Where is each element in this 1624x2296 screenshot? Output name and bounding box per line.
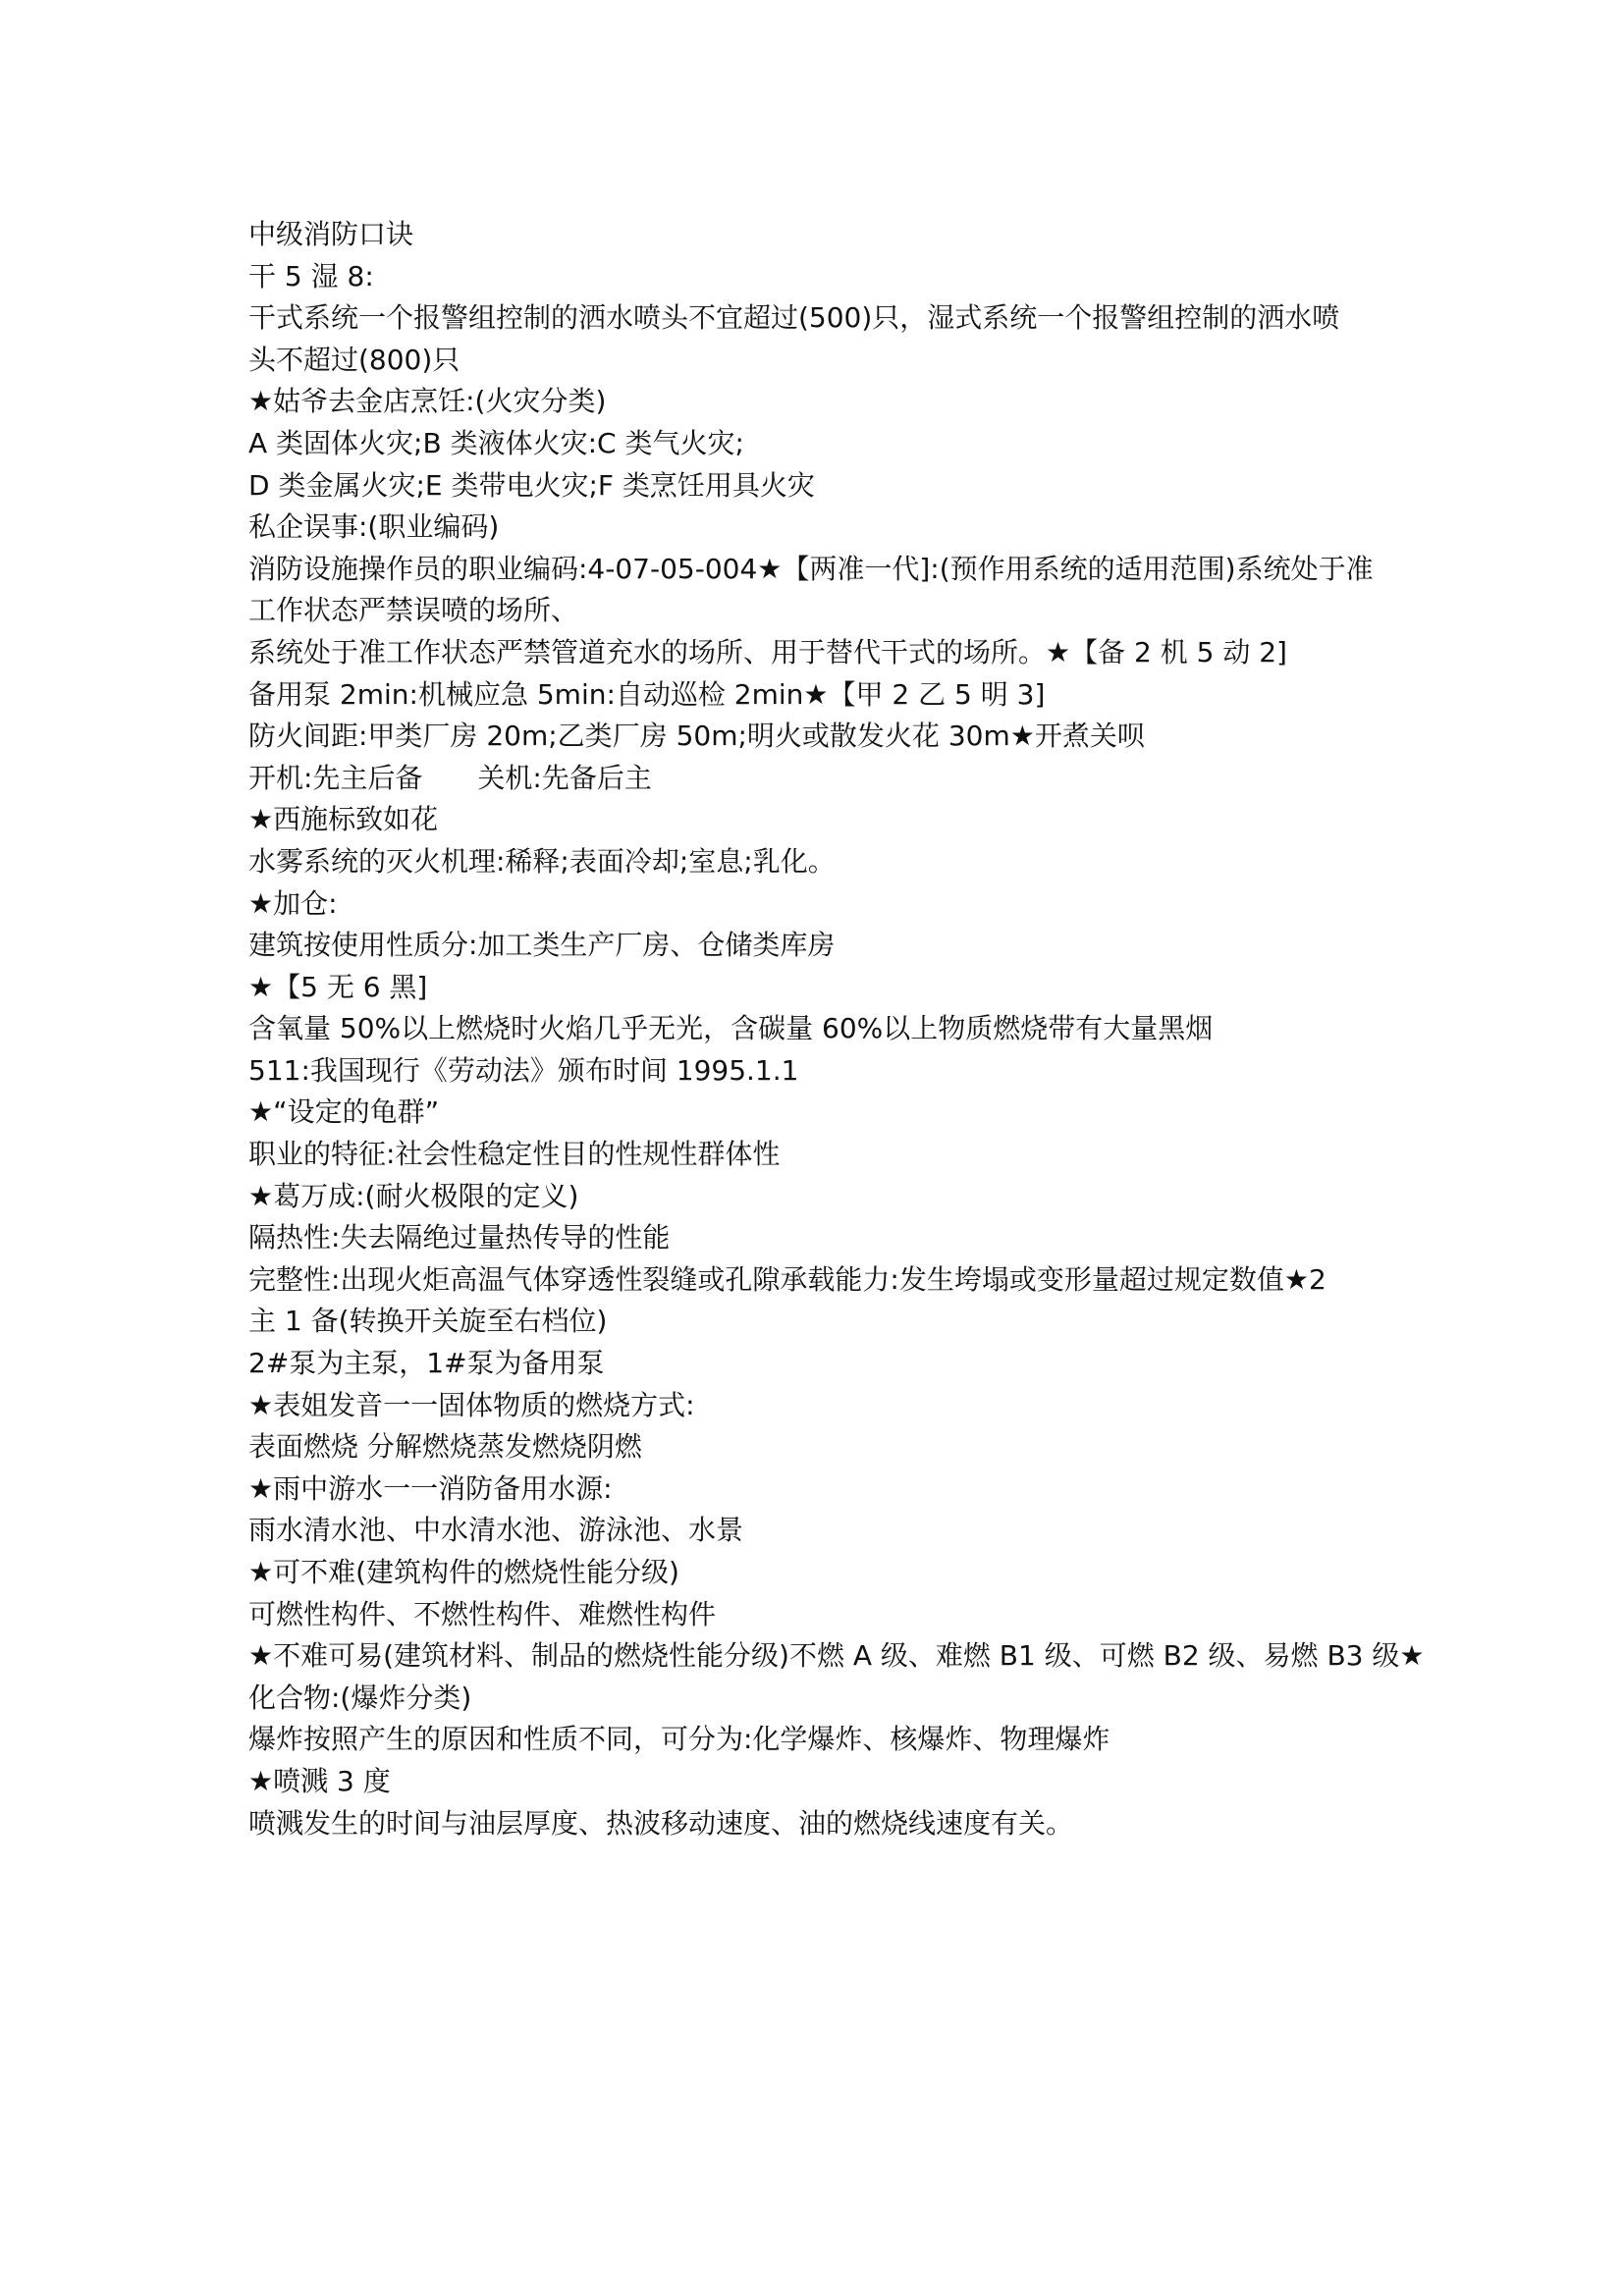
text-line: ★【5 无 6 黑] — [248, 970, 428, 1003]
text-line: 干 5 湿 8: — [248, 259, 374, 293]
text-line: ★表姐发音一一固体物质的燃烧方式: — [248, 1388, 695, 1421]
text-line: 干式系统一个报警组控制的洒水喷头不宜超过(500)只，湿式系统一个报警组控制的洒水喷 — [248, 301, 1340, 335]
text-line: ★不难可易(建筑材料、制品的燃烧性能分级)不燃 A 级、难燃 B1 级、可燃 B2 级、易燃 B3 级★ — [248, 1639, 1425, 1673]
text-line: ★雨中游水一一消防备用水源: — [248, 1471, 613, 1505]
text-line: 喷溅发生的时间与油层厚度、热波移动速度、油的燃烧线速度有关。 — [248, 1806, 1074, 1840]
text-line: 消防设施操作员的职业编码:4-07-05-004★【两准一代]:(预作用系统的适用范围)系统处于准 — [248, 552, 1374, 585]
text-line: 表面燃烧 分解燃烧蒸发燃烧阴燃 — [248, 1430, 642, 1464]
text-line: 2#泵为主泵，1#泵为备用泵 — [248, 1347, 605, 1380]
text-line: 水雾系统的灭火机理:稀释;表面冷却;室息;乳化。 — [248, 844, 836, 878]
text-line: 完整性:出现火炬高温气体穿透性裂缝或孔隙承载能力:发生垮塌或变形量超过规定数值★2 — [248, 1262, 1326, 1296]
text-line: 含氧量 50%以上燃烧时火焰几乎无光，含碳量 60%以上物质燃烧带有大量黑烟 — [248, 1012, 1214, 1045]
text-line: ★可不难(建筑构件的燃烧性能分级) — [248, 1556, 679, 1588]
text-line: 工作状态严禁误喷的场所、 — [248, 594, 579, 627]
document-body — [248, 214, 1427, 1844]
text-line: 职业的特征:社会性稳定性目的性规性群体性 — [248, 1138, 781, 1171]
text-line: 隔热性:失去隔绝过量热传导的性能 — [248, 1221, 671, 1255]
text-line: ★喷溅 3 度 — [248, 1764, 391, 1797]
text-line: 私企误事:(职业编码) — [248, 510, 500, 544]
text-line: 防火间距:甲类厂房 20m;乙类厂房 50m;明火或散发火花 30m★开煮关呗 — [248, 720, 1145, 753]
text-line: 主 1 备(转换开关旋至右档位) — [248, 1305, 608, 1338]
text-line: A 类固体火灾;B 类液体火灾:C 类气火灾; — [248, 426, 744, 459]
text-line: 可燃性构件、不燃性构件、难燃性构件 — [248, 1597, 717, 1630]
text-line: 511:我国现行《劳动法》颁布时间 1995.1.1 — [248, 1053, 799, 1087]
text-line: 开机:先主后备 关机:先备后主 — [248, 761, 652, 794]
text-line: ★加仓: — [248, 886, 338, 920]
text-line: ★葛万成:(耐火极限的定义) — [248, 1179, 579, 1212]
text-line: 中级消防口诀 — [248, 218, 414, 250]
text-line: 化合物:(爆炸分类) — [248, 1681, 472, 1714]
text-line: 雨水清水池、中水清水池、游泳池、水景 — [248, 1514, 744, 1547]
text-line: 头不超过(800)只 — [248, 343, 460, 376]
text-line: 建筑按使用性质分:加工类生产厂房、仓储类库房 — [248, 929, 836, 962]
text-line: ★“设定的龟群” — [248, 1095, 440, 1129]
text-line: 备用泵 2min:机械应急 5min:自动巡检 2min★【甲 2 乙 5 明 3] — [248, 677, 1046, 711]
text-line: 系统处于准工作状态严禁管道充水的场所、用于替代干式的场所。★【备 2 机 5 动 2] — [248, 635, 1287, 668]
text-line: ★姑爷去金店烹饪:(火灾分类) — [248, 385, 607, 418]
text-line: D 类金属火灾;E 类带电火灾;F 类烹饪用具火灾 — [248, 468, 815, 502]
text-line: ★西施标致如花 — [248, 803, 439, 836]
text-line: 爆炸按照产生的原因和性质不同，可分为:化学爆炸、核爆炸、物理爆炸 — [248, 1723, 1110, 1756]
